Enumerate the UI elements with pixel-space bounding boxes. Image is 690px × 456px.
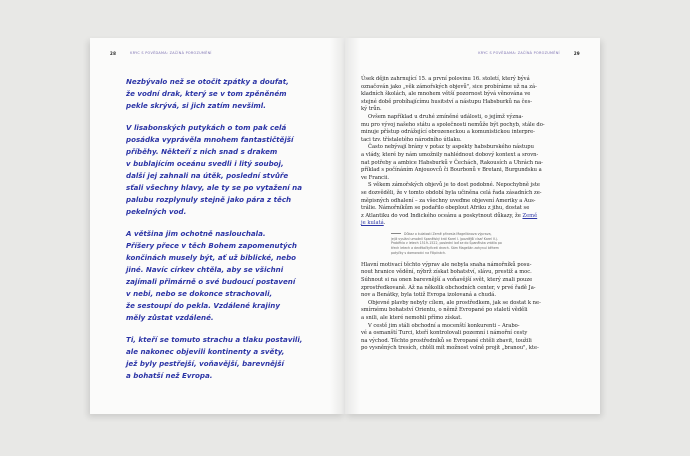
page-number: 29 — [573, 50, 580, 56]
italic-paragraph: A většina jim ochotně naslouchala. Příšery přece v těch Bohem zapomenutých končinách musely být, ať už biblické, nebo jiné. Navíc církev chtěla, aby se všichni zajímali přimárně o své budoucí postavení v nebi, nebo se dokonce strachovali, že sestoupí do pekla. Vzdálené krajiny měly zůstat vzdálené. — [126, 229, 297, 322]
left-page — [90, 38, 345, 414]
punctuation: . — [383, 220, 386, 227]
italic-paragraph: Nezbývalo než se otočit zpátky a doufat, že vodní drak, který se v tom zpěněném pekle skrývá, si jich zatím nevšiml. — [126, 77, 289, 110]
italic-text-block — [110, 76, 329, 382]
italic-paragraph: V lisabonských putykách o tom pak celá posádka vyprávěla mnohem fantastičtější příběhy. Někteří z nich snad s drakem v bublajícím oceánu svedli i litý souboj, další jej zahnali na útěk, poslední stvůře sťali všechny hlavy, ale ty se po vytažení na palubu rozplynuly stejně jako pára z těch pekelných vod. — [126, 123, 302, 216]
running-head: KRYC S POVĚDAMA: ZAČÍNÁ POROZUMĚNÍ — [130, 51, 212, 55]
running-head: KRYC S POVĚDAMA: ZAČÍNÁ POROZUMĚNÍ — [478, 51, 560, 55]
body-paragraph: Hlavní motivací těchto výprav ale nebyla snaha námořníků posu- nout hranice vědění, nýbrž získat bohatství, slávu, prestiž a moc. Súhnout si na onen barevnější a voňavější svět, který znali pouze zprostředkovaně. Až na několik obchodních center, v prvé řadě Ja- nov a Benátky, byla totiž Evropa izolovaná a chudá. — [361, 261, 536, 299]
body-text — [361, 76, 580, 353]
page-number: 28 — [110, 50, 117, 56]
book-spread — [90, 38, 600, 414]
footnote — [391, 232, 521, 256]
body-paragraph: Objevné plavby nebyly cílem, ale prostředkem, jak se dostat k ne- smírnému bohatství Orientu, o němž Evropané po staletí věděli a snili, ale které nemohli přímo získat. — [361, 299, 541, 322]
body-paragraph: Úsek dějin zahrnující 15. a první polovinu 16. století, který bývá označován jako „věk zámořských objevů", sice probíráme už na zá- kladních školách, ale mnohem větší pozornost bývá věnována ve stejné době probíhajícímu husitství a nástupu Habsburků na čes- ký trůn. — [361, 76, 537, 113]
left-page-header — [110, 50, 329, 56]
italic-paragraph: Ti, kteří se tomuto strachu a tlaku postavili, ale nakonec objevili kontinenty a světy, jež byly pestřejší, voňavější, barevnější a bohatší než Evropa. — [126, 335, 303, 380]
footnote-link[interactable]: Země je kulatá — [361, 212, 538, 227]
body-paragraph: V cestě jim stáli obchodní a mocenští konkurenti – Arabo- vé a osmanští Turci, kteří kontrolovali pozemní i námořní cesty na východ. Těchto prostředníků se Evropané chtěli zbavit, toužili po vysněných tresích, chtěli mít možnost volně projít „branou", kte- — [361, 322, 539, 352]
body-paragraph: Často nebývají brány v potaz ty aspekty habsburského nástupu a vlády, které by nám umožnily nahlédnout dobový kontext a srovn- nat potřeby a ambice Habsburků v Čechách, Rakousích a Uhrách na- příklad s počínáním Anjouovců či Bourbonů v Bretani, Burgundsku a ve Francii. — [361, 144, 543, 181]
body-paragraph-text: S věkem zámořských objevů je to dost podobné. Nepochybně jste se dozvěděli, že v tomto období byla učiněna celá řada zásadních ze- měpisných odhalení – za všechny uveďme objevení Ameriky a Aus- trálie. Námořníkům se podařilo obeplout Afriku z jihu, dostat se z Atlantiku do vod Indického oceánu a poskytnout důkazy, že — [361, 182, 542, 219]
right-page-header — [361, 50, 580, 56]
right-page — [345, 38, 600, 414]
body-paragraph: Ovšem například u druhé zmíněné události, o jejímž význa- mu pro vývoj našeho státu a společnosti nemůže být pochyb, stále do- minuje přístup odrážející obrozeneckou a komunistickou interpre- taci tzv. třístaletého národního útlaku. — [361, 113, 545, 143]
body-paragraph — [361, 182, 580, 228]
footnote-rule — [391, 233, 401, 234]
footnote-text: Důkaz o kulatosti Země přinesla Magellánova výprava, jejíž vyslání umožnil španělský král Karel I. (pozdější císař Karel V.). Proběhla v letech 1519–1522, poslední loď se do Španělska vrátila po třech letech a devětačtyřiceti dnech. Sám Magellán zahynul během potyčky s domorodci na Filipínách. — [391, 231, 502, 256]
